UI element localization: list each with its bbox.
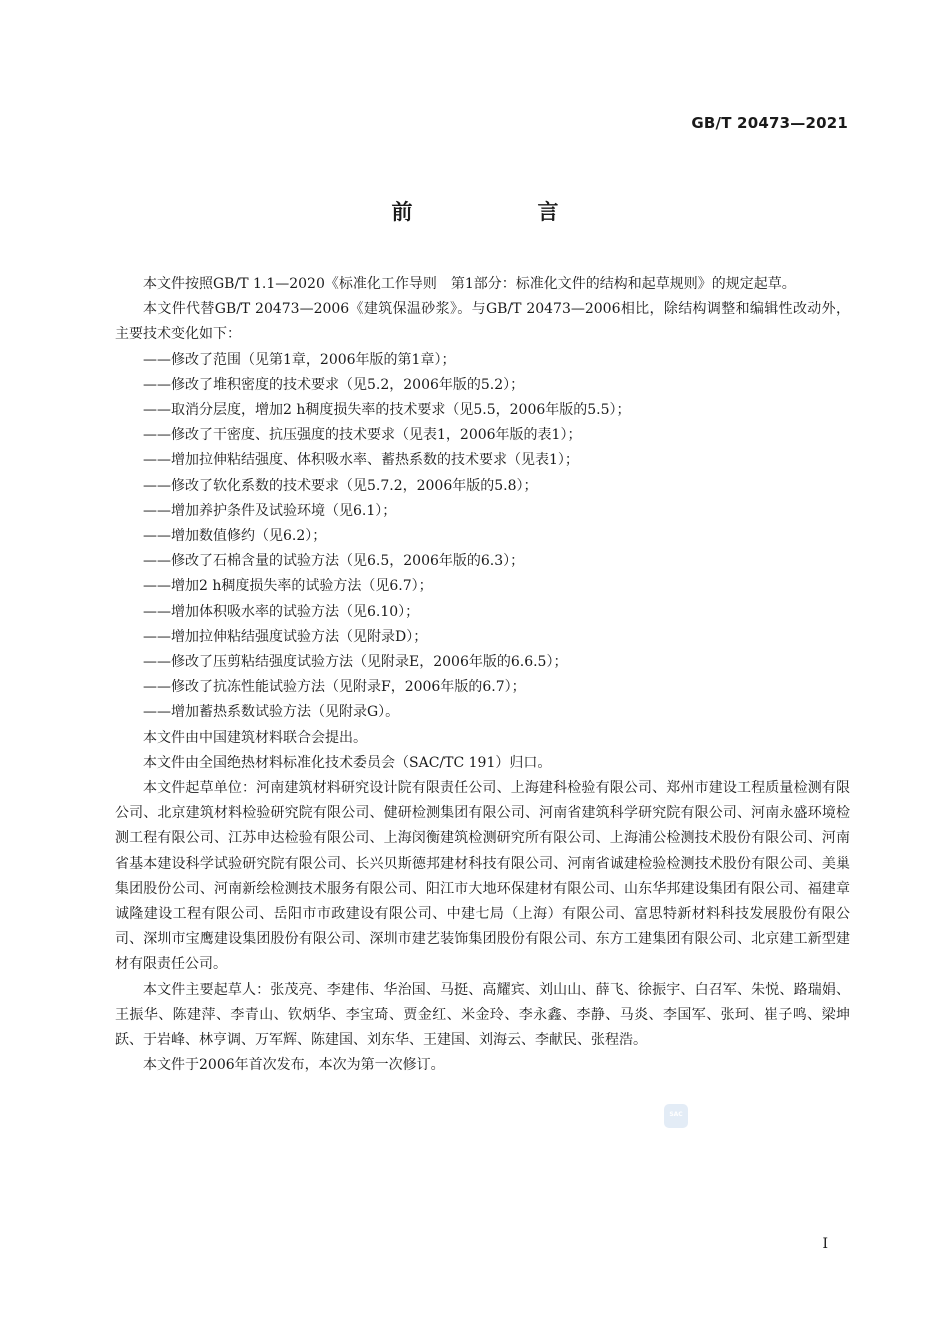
page-number: I <box>822 1236 828 1252</box>
technical-changes-list <box>115 348 850 726</box>
list-item: ——修改了石棉含量的试验方法（见6.5，2006年版的6.3）； <box>143 553 525 570</box>
list-item: ——修改了抗冻性能试验方法（见附录F，2006年版的6.7）； <box>143 679 526 696</box>
list-item: ——修改了压剪粘结强度试验方法（见附录E，2006年版的6.6.5）； <box>143 654 568 671</box>
list-item: ——取消分层度，增加2 h稠度损失率的技术要求（见5.5，2006年版的5.5）； <box>143 402 631 419</box>
list-item: ——增加数值修约（见6.2）； <box>143 528 327 545</box>
list-item: ——增加体积吸水率的试验方法（见6.10）； <box>143 603 420 620</box>
paragraph-proposed-by: 本文件由中国建筑材料联合会提出。 <box>143 729 367 746</box>
paragraph-publication-history: 本文件于2006年首次发布，本次为第一次修订。 <box>143 1057 445 1074</box>
list-item: ——增加拉伸粘结强度试验方法（见附录D）； <box>143 628 428 645</box>
page-title: 前 言 <box>391 200 611 224</box>
paragraph-drafters: 本文件主要起草人：张茂亮、李建伟、华治国、马挺、高耀宾、刘山山、薛飞、徐振宇、白召军、朱悦、路瑞娟、王振华、陈建萍、李青山、钦炳华、李宝琦、贾金红、米金玲、李永鑫、李静、马炎、李国军、张珂、崔子鸣、梁坤跃、于岩峰、林亨调、万军辉、陈建国、刘东华、王建国、刘海云、李献民、张程浩。 <box>115 981 850 1049</box>
list-item: ——修改了范围（见第1章，2006年版的第1章）； <box>143 351 456 368</box>
standard-code: GB/T 20473—2021 <box>691 114 848 132</box>
watermark-text: SAC <box>669 1111 683 1118</box>
paragraph-drafting-units: 本文件起草单位：河南建筑材料研究设计院有限责任公司、上海建科检验有限公司、郑州市建设工程质量检测有限公司、北京建筑材料检验研究院有限公司、健研检测集团有限公司、河南省建筑科学研究院有限公司、河南永盛环境检测工程有限公司、江苏申达检验有限公司、上海闵衡建筑检测研究所有限公司、上海浦公检测技术股份有限公司、河南省基本建设科学试验研究院有限公司、长兴贝斯德邦建材科技有限公司、河南省诚建检验检测技术股份有限公司、美巢集团股份公司、河南新绘检测技术服务有限公司、阳江市大地环保建材有限公司、山东华邦建设集团有限公司、福建章诚隆建设工程有限公司、岳阳市市政建设有限公司、中建七局（上海）有限公司、富思特新材料科技发展股份有限公司、深圳市宝鹰建设集团股份有限公司、深圳市建艺装饰集团股份有限公司、东方工建集团有限公司、北京建工新型建材有限责任公司。 <box>115 780 850 973</box>
list-item: ——修改了干密度、抗压强度的技术要求（见表1，2006年版的表1）； <box>143 427 582 444</box>
paragraph-administered-by: 本文件由全国绝热材料标准化技术委员会（SAC/TC 191）归口。 <box>143 754 552 771</box>
paragraph-replaces: 本文件代替GB/T 20473—2006《建筑保温砂浆》。与GB/T 20473—2006相比，除结构调整和编辑性改动外，主要技术变化如下： <box>115 301 850 343</box>
foreword-body <box>115 272 850 1079</box>
list-item: ——修改了软化系数的技术要求（见5.7.2，2006年版的5.8）； <box>143 477 538 494</box>
sac-watermark-icon <box>664 1104 688 1128</box>
list-item: ——增加拉伸粘结强度、体积吸水率、蓄热系数的技术要求（见表1）； <box>143 452 579 469</box>
paragraph-drafting-rules: 本文件按照GB/T 1.1—2020《标准化工作导则 第1部分：标准化文件的结构和起草规则》的规定起草。 <box>143 276 796 292</box>
list-item: ——增加2 h稠度损失率的试验方法（见6.7）； <box>143 578 433 595</box>
list-item: ——修改了堆积密度的技术要求（见5.2，2006年版的5.2）； <box>143 376 525 393</box>
list-item: ——增加蓄热系数试验方法（见附录G）。 <box>143 704 400 721</box>
list-item: ——增加养护条件及试验环境（见6.1）； <box>143 502 397 519</box>
